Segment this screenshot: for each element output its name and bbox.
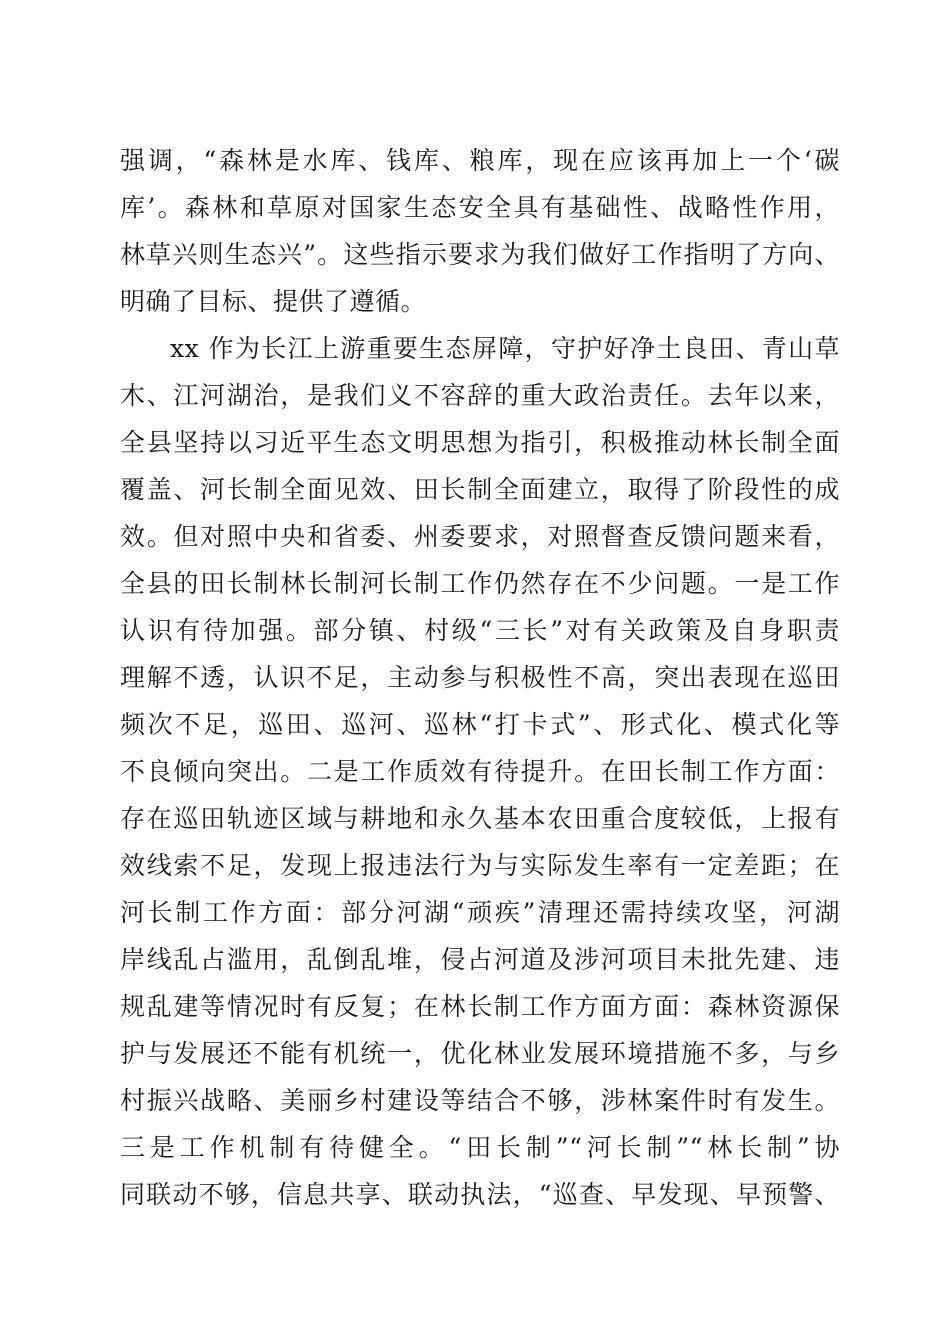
text-line: 岸线乱占滥用，乱倒乱堆，侵占河道及涉河项目未批先建、违 bbox=[120, 945, 840, 974]
text-line: 明确了目标、提供了遵循。 bbox=[120, 287, 427, 316]
paragraph-start-line: xx 作为长江上游重要生态屏障，守护好净土良田、青山草 bbox=[170, 334, 840, 363]
text-line: 效。但对照中央和省委、州委要求，对照督查反馈问题来看， bbox=[120, 522, 840, 551]
text-line: 林草兴则生态兴”。这些指示要求为我们做好工作指明了方向、 bbox=[120, 240, 840, 269]
text-line: 全县坚持以习近平生态文明思想为指引，积极推动林长制全面 bbox=[120, 428, 840, 457]
text-line: 存在巡田轨迹区域与耕地和永久基本农田重合度较低，上报有 bbox=[120, 804, 840, 833]
text-line: 全县的田长制林长制河长制工作仍然存在不少问题。一是工作 bbox=[120, 569, 840, 598]
text-line: 河长制工作方面：部分河湖“顽疾”清理还需持续攻坚，河湖 bbox=[120, 898, 840, 927]
text-line: 覆盖、河长制全面见效、田长制全面建立，取得了阶段性的成 bbox=[120, 475, 840, 504]
text-line: 理解不透，认识不足，主动参与积极性不高，突出表现在巡田 bbox=[120, 663, 840, 692]
text-line: 木、江河湖治，是我们义不容辞的重大政治责任。去年以来， bbox=[120, 381, 840, 410]
body-text bbox=[120, 137, 840, 1218]
text-line: 三是工作机制有待健全。“田长制”“河长制”“林长制”协 bbox=[120, 1133, 840, 1162]
text-line: 频次不足，巡田、巡河、巡林“打卡式”、形式化、模式化等 bbox=[120, 710, 840, 739]
text-line: 强调，“森林是水库、钱库、粮库，现在应该再加上一个‘碳 bbox=[120, 146, 840, 175]
text-line: 同联动不够，信息共享、联动执法，“巡查、早发现、早预警、 bbox=[120, 1180, 840, 1209]
text-line: 护与发展还不能有机统一，优化林业发展环境措施不多，与乡 bbox=[120, 1039, 840, 1068]
text-line: 村振兴战略、美丽乡村建设等结合不够，涉林案件时有发生。 bbox=[120, 1086, 840, 1115]
text-line: 认识有待加强。部分镇、村级“三长”对有关政策及自身职责 bbox=[120, 616, 840, 645]
text-line: 库’。森林和草原对国家生态安全具有基础性、战略性作用， bbox=[120, 193, 840, 222]
text-line: 效线索不足，发现上报违法行为与实际发生率有一定差距；在 bbox=[120, 851, 840, 880]
text-line: 不良倾向突出。二是工作质效有待提升。在田长制工作方面： bbox=[120, 757, 840, 786]
text-line: 规乱建等情况时有反复；在林长制工作方面方面：森林资源保 bbox=[120, 992, 840, 1021]
